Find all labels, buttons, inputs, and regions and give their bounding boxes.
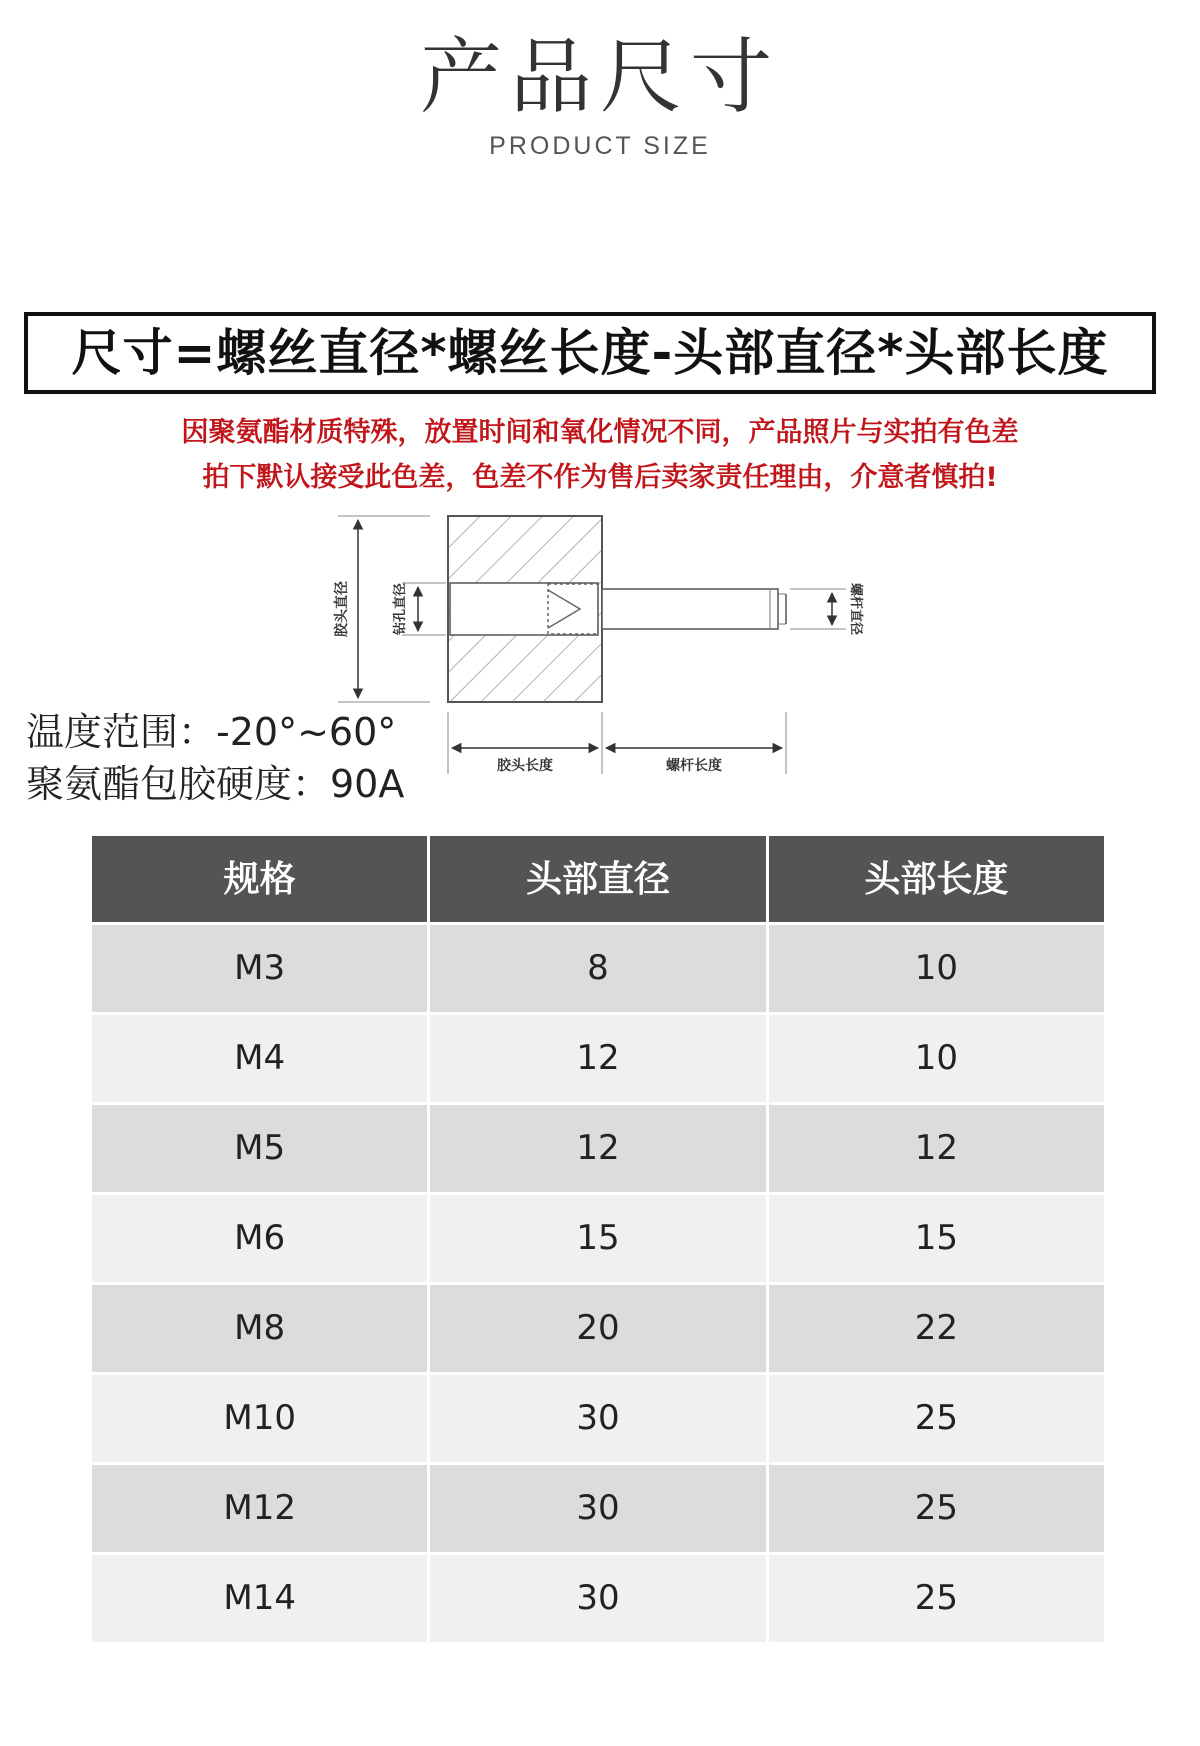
table-row xyxy=(92,1192,1104,1282)
header-spec: 规格 xyxy=(92,836,427,922)
page-title: 产品尺寸 xyxy=(419,30,780,125)
cell-head-diameter: 15 xyxy=(427,1195,765,1282)
rubber-head-shape xyxy=(448,516,602,702)
table-row xyxy=(92,1372,1104,1462)
cell-head-length: 22 xyxy=(766,1285,1104,1372)
color-notice-line-1: 因聚氨酯材质特殊，放置时间和氧化情况不同，产品照片与实拍有色差 xyxy=(181,417,1019,448)
screw-rod-shape xyxy=(602,589,778,629)
color-notice-line-2: 拍下默认接受此色差，色差不作为售后卖家责任理由，介意者慎拍! xyxy=(202,462,998,493)
hole-diameter-label: 钻孔直径 xyxy=(393,582,408,636)
size-formula: 尺寸=螺丝直径*螺丝长度-头部直径*头部长度 xyxy=(24,312,1156,394)
cell-head-diameter: 20 xyxy=(427,1285,765,1372)
header-head-length: 头部长度 xyxy=(766,836,1104,922)
table-row xyxy=(92,1282,1104,1372)
cell-spec: M5 xyxy=(92,1105,427,1192)
cell-head-length: 25 xyxy=(766,1555,1104,1642)
cell-head-diameter: 12 xyxy=(427,1105,765,1192)
cell-spec: M14 xyxy=(92,1555,427,1642)
cell-head-length: 15 xyxy=(766,1195,1104,1282)
table-row xyxy=(92,1462,1104,1552)
head-length-label: 胶头长度 xyxy=(497,758,553,774)
table-row xyxy=(92,1012,1104,1102)
hardness-spec: 聚氨酯包胶硬度：90A xyxy=(26,762,405,806)
size-table xyxy=(92,836,1104,1642)
cell-head-diameter: 30 xyxy=(427,1375,765,1462)
cell-spec: M4 xyxy=(92,1015,427,1102)
insert-shape xyxy=(548,584,598,634)
drilled-hole-shape xyxy=(450,583,598,635)
table-row xyxy=(92,1102,1104,1192)
cell-head-diameter: 30 xyxy=(427,1555,765,1642)
table-row xyxy=(92,1552,1104,1642)
cell-head-diameter: 30 xyxy=(427,1465,765,1552)
cell-head-length: 10 xyxy=(766,1015,1104,1102)
cell-spec: M3 xyxy=(92,925,427,1012)
head-diameter-label: 胶头直径 xyxy=(334,581,350,637)
cell-spec: M12 xyxy=(92,1465,427,1552)
cell-head-length: 25 xyxy=(766,1465,1104,1552)
temperature-range: 温度范围：-20°~60° xyxy=(26,710,397,754)
cell-spec: M8 xyxy=(92,1285,427,1372)
header-head-diameter: 头部直径 xyxy=(427,836,765,922)
table-row xyxy=(92,922,1104,1012)
cell-head-diameter: 8 xyxy=(427,925,765,1012)
page-subtitle: PRODUCT SIZE xyxy=(489,132,711,160)
screw-diameter-label: 螺杆直径 xyxy=(848,582,863,636)
cell-spec: M10 xyxy=(92,1375,427,1462)
table-header xyxy=(92,836,1104,922)
screw-length-label: 螺杆长度 xyxy=(666,758,722,774)
cell-head-length: 12 xyxy=(766,1105,1104,1192)
cell-head-diameter: 12 xyxy=(427,1015,765,1102)
cell-head-length: 10 xyxy=(766,925,1104,1012)
cell-head-length: 25 xyxy=(766,1375,1104,1462)
cell-spec: M6 xyxy=(92,1195,427,1282)
